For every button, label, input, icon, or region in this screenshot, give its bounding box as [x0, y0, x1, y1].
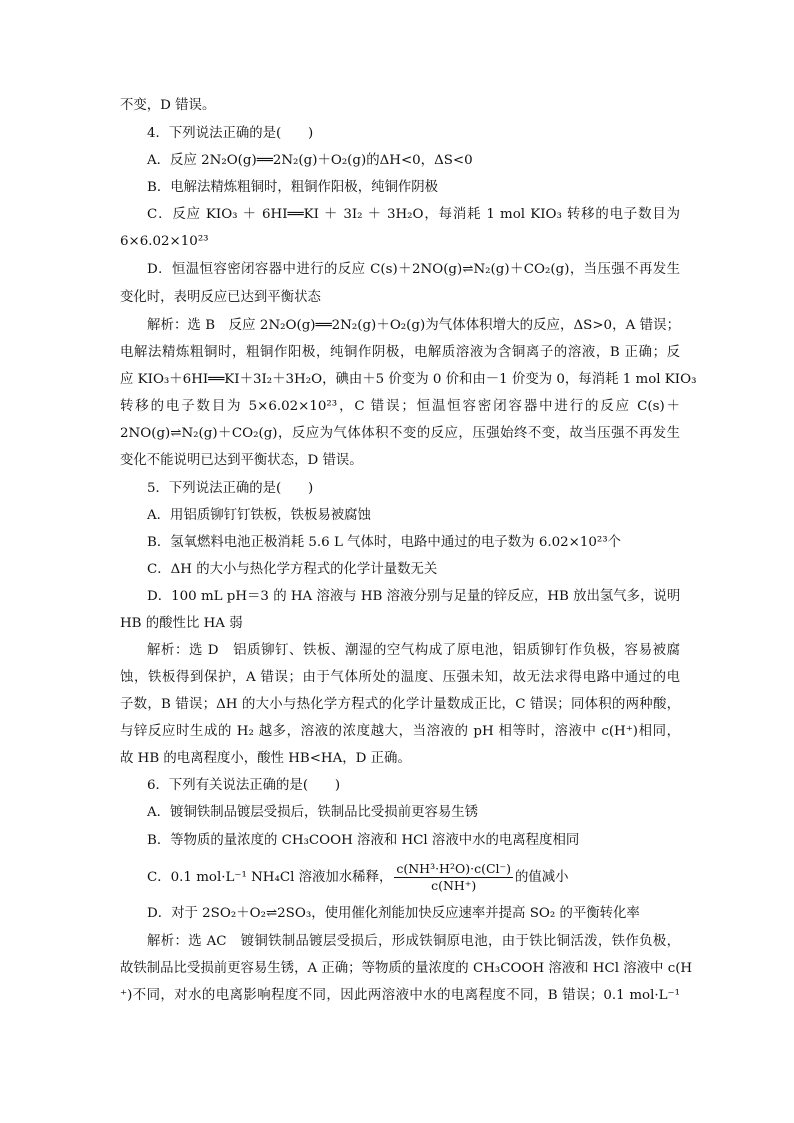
option-a: A．用铝质铆钉钉铁板，铁板易被腐蚀 — [147, 508, 371, 523]
option-c-suffix: 的值减小 — [514, 870, 569, 885]
text-line: 转移的电子数目为 5×6.02×10²³，C 错误；恒温恒容密闭容器中进行的反应 C(s)＋ — [120, 399, 680, 414]
option-d: D．100 mL pH＝3 的 HA 溶液与 HB 溶液分别与足量的锌反应，HB 放出氢气多，说明 — [147, 589, 681, 604]
text-line: 与锌反应时生成的 H₂ 越多，溶液的浓度越大，当溶液的 pH 相等时，溶液中 c(H⁺)相同， — [120, 724, 680, 739]
text-line: ⁺)不同，对水的电离影响程度不同，因此两溶液中水的电离程度不同，B 错误；0.1 mol·L⁻¹ — [120, 988, 680, 1003]
option-a: A．反应 2N₂O(g)══2N₂(g)＋O₂(g)的ΔH<0，ΔS<0 — [147, 153, 473, 168]
text-line: 蚀，铁板得到保护，A 错误；由于气体所处的温度、压强未知，故无法求得电路中通过的电 — [120, 670, 680, 685]
text-line: 故 HB 的电离程度小，酸性 HB<HA，D 正确。 — [120, 751, 411, 766]
text-line: 变化时，表明反应已达到平衡状态 — [120, 290, 321, 305]
fraction-numerator: c(NH³·H²O)·c(Cl⁻) — [396, 861, 511, 876]
concentration-fraction — [394, 861, 513, 894]
option-c-fraction-line — [147, 858, 707, 898]
fraction-denominator: c(NH⁺) — [431, 878, 477, 893]
option-c: C．反应 KIO₃ ＋ 6HI══KI ＋ 3I₂ ＋ 3H₂O，每消耗 1 mol KIO₃ 转移的电子数目为 — [147, 207, 680, 222]
text-line: 6×6.02×10²³ — [120, 234, 209, 249]
text-line: 子数，B 错误；ΔH 的大小与热化学方程式的化学计量数成正比，C 错误；同体积的两种酸， — [120, 697, 680, 712]
text-line: 变化不能说明已达到平衡状态，D 错误。 — [120, 453, 363, 468]
analysis: 解析：选 AC 镀铜铁制品镀层受损后，形成铁铜原电池，由于铁比铜活泼，铁作负极， — [147, 934, 680, 949]
text-line: 2NO(g)⇌N₂(g)＋CO₂(g)，反应为气体体积不变的反应，压强始终不变，故当压强不再发生 — [120, 426, 680, 441]
text-line: 故铁制品比受损前更容易生锈，A 正确；等物质的量浓度的 CH₃COOH 溶液和 HCl 溶液中 c(H — [120, 961, 693, 976]
text-line: 电解法精炼粗铜时，粗铜作阳极，纯铜作阴极，电解质溶液为含铜离子的溶液，B 正确；反 — [120, 345, 680, 360]
option-b: B．氢氧燃料电池正极消耗 5.6 L 气体时，电路中通过的电子数为 6.02×10²³个 — [147, 535, 622, 550]
option-d: D．对于 2SO₂＋O₂⇌2SO₃，使用催化剂能加快反应速率并提高 SO₂ 的平衡转化率 — [147, 906, 640, 921]
option-b: B．等物质的量浓度的 CH₃COOH 溶液和 HCl 溶液中水的电离程度相同 — [147, 833, 580, 848]
option-c: C．ΔH 的大小与热化学方程式的化学计量数无关 — [147, 562, 438, 577]
question-4: 4．下列说法正确的是( ) — [147, 126, 314, 141]
question-6: 6．下列有关说法正确的是( ) — [147, 778, 341, 793]
option-a: A．镀铜铁制品镀层受损后，铁制品比受损前更容易生锈 — [147, 805, 479, 820]
option-c-prefix: C．0.1 mol·L⁻¹ NH₄Cl 溶液加水稀释， — [147, 870, 393, 885]
option-b: B．电解法精炼粗铜时，粗铜作阳极，纯铜作阴极 — [147, 180, 439, 195]
text-line: HB 的酸性比 HA 弱 — [120, 616, 243, 631]
analysis: 解析：选 D 铝质铆钉、铁板、潮湿的空气构成了原电池，铝质铆钉作负极，容易被腐 — [147, 643, 680, 658]
text-line: 不变，D 错误。 — [120, 98, 216, 113]
analysis: 解析：选 B 反应 2N₂O(g)══2N₂(g)＋O₂(g)为气体体积增大的反应，ΔS>0，A 错误； — [147, 318, 680, 333]
question-5: 5．下列说法正确的是( ) — [147, 481, 314, 496]
option-d: D．恒温恒容密闭容器中进行的反应 C(s)＋2NO(g)⇌N₂(g)＋CO₂(g)，当压强不再发生 — [147, 262, 680, 277]
text-line: 应 KIO₃＋6HI══KI＋3I₂＋3H₂O，碘由＋5 价变为 0 价和由－1 价变为 0，每消耗 1 mol KIO₃ — [120, 372, 697, 387]
